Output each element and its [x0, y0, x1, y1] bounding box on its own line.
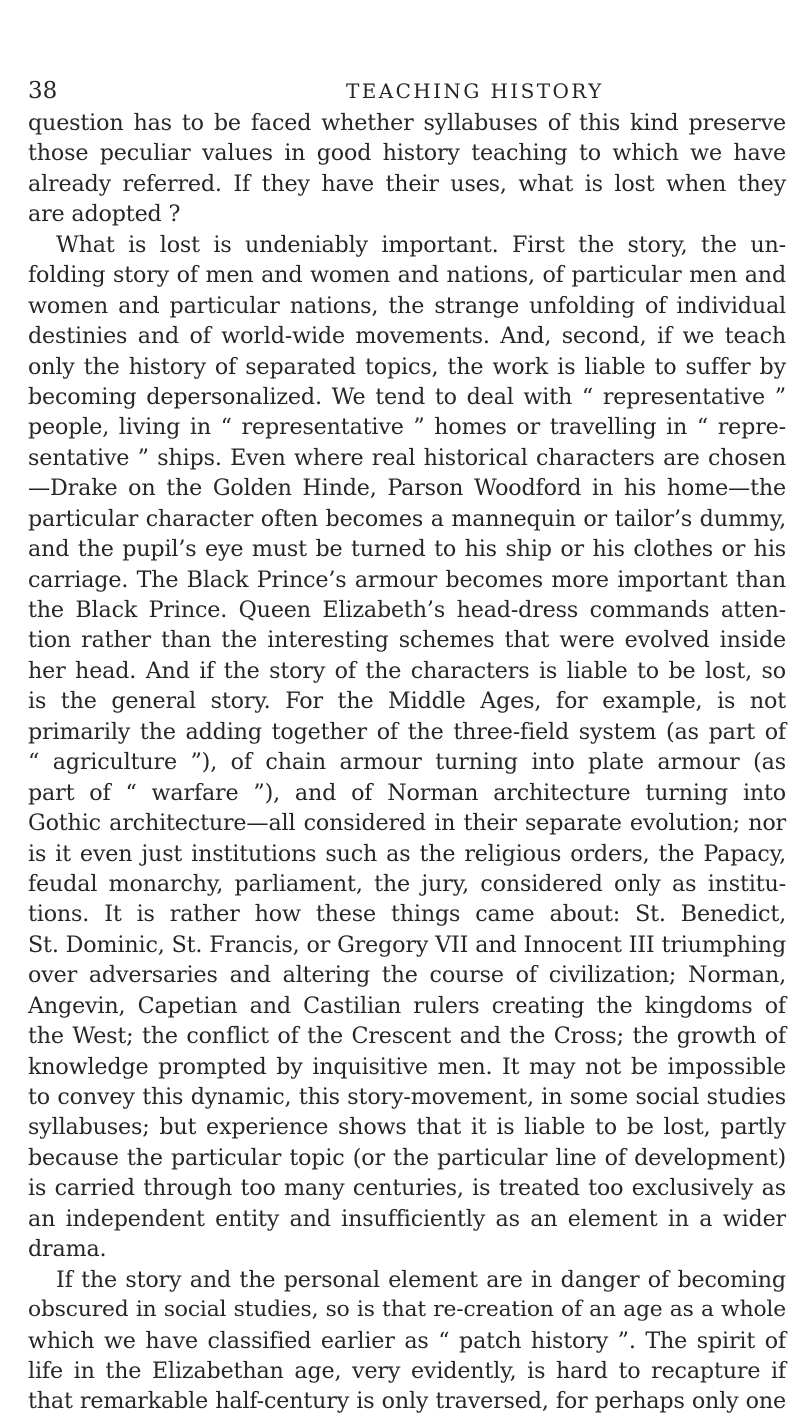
text-line: sentative ” ships. Even where real historical characters are chosen [28, 444, 786, 471]
text-line: question has to be faced whether syllabuses of this kind preserve [28, 110, 786, 136]
text-line: an independent entity and insufficiently as an element in a wider [28, 1205, 786, 1232]
text-line: people, living in “ representative ” homes or travelling in “ repre- [28, 414, 786, 441]
text-line: knowledge prompted by inquisitive men. It may not be impossible [28, 1053, 786, 1080]
text-line: “ agriculture ”), of chain armour turning into plate armour (as [28, 749, 786, 776]
text-line: life in the Elizabethan age, very evidently, is hard to recapture if [28, 1357, 786, 1384]
text-line: tion rather than the interesting schemes that were evolved inside [28, 627, 786, 654]
text-line: Gothic architecture—all considered in their separate evolution; nor [28, 810, 786, 837]
text-line: is the general story. For the Middle Ages, for example, is not [28, 688, 786, 715]
text-line: What is lost is undeniably important. First the story, the un- [56, 231, 786, 258]
paragraph [28, 108, 786, 230]
text-line: only the history of separated topics, the work is liable to suffer by [28, 353, 786, 380]
text-line: feudal monarchy, parliament, the jury, considered only as institu- [28, 870, 786, 897]
text-line: over adversaries and altering the course of civilization; Norman, [28, 962, 786, 989]
text-line: carriage. The Black Prince’s armour becomes more important than [28, 566, 786, 593]
text-line: obscured in social studies, so is that re-creation of an age as a whole [28, 1297, 786, 1323]
body-text [28, 108, 786, 1417]
running-head [0, 76, 800, 106]
page-number: 38 [28, 78, 58, 104]
text-line: the West; the conflict of the Crescent and the Cross; the growth of [28, 1023, 786, 1050]
text-line: If the story and the personal element are in danger of becoming [56, 1266, 786, 1293]
paragraph [28, 230, 786, 1265]
text-line: is it even just institutions such as the religious orders, the Papacy, [28, 840, 786, 867]
text-line: primarily the adding together of the three-field system (as part of [28, 718, 786, 745]
text-line: her head. And if the story of the characters is liable to be lost, so [28, 657, 786, 684]
text-line: St. Dominic, St. Francis, or Gregory VII and Innocent III triumphing [28, 931, 786, 958]
text-line: particular character often becomes a mannequin or tailor’s dummy, [28, 505, 786, 532]
text-line: syllabuses; but experience shows that it is liable to be lost, partly [28, 1114, 786, 1141]
text-line: to convey this dynamic, this story-movement, in some social studies [28, 1084, 786, 1110]
text-line: Angevin, Capetian and Castilian rulers creating the kingdoms of [28, 992, 786, 1019]
text-line: folding story of men and women and nations, of particular men and [28, 262, 786, 289]
text-line: becoming depersonalized. We tend to deal with “ representative ” [28, 383, 786, 410]
running-title: TEACHING HISTORY [346, 79, 604, 103]
text-line: and the pupil’s eye must be turned to his ship or his clothes or his [28, 536, 786, 563]
text-line: which we have classified earlier as “ patch history ”. The spirit of [28, 1327, 786, 1354]
text-line: drama. [28, 1236, 107, 1263]
text-line: destinies and of world-wide movements. And, second, if we teach [28, 323, 786, 350]
text-line: are adopted ? [28, 201, 181, 228]
text-line: —Drake on the Golden Hinde, Parson Woodford in his home—the [28, 475, 786, 502]
paragraph [28, 1265, 786, 1417]
text-line: that remarkable half-century is only traversed, for perhaps only one [28, 1388, 786, 1415]
text-line: because the particular topic (or the particular line of development) [28, 1144, 786, 1171]
text-line: already referred. If they have their uses, what is lost when they [28, 170, 786, 197]
text-line: tions. It is rather how these things came about: St. Benedict, [28, 901, 786, 928]
text-line: women and particular nations, the strange unfolding of individual [28, 292, 786, 319]
text-line: part of “ warfare ”), and of Norman architecture turning into [28, 779, 786, 806]
text-line: the Black Prince. Queen Elizabeth’s head-dress commands atten- [28, 597, 786, 623]
text-line: is carried through too many centuries, is treated too exclusively as [28, 1175, 786, 1202]
text-line: those peculiar values in good history teaching to which we have [28, 140, 786, 167]
